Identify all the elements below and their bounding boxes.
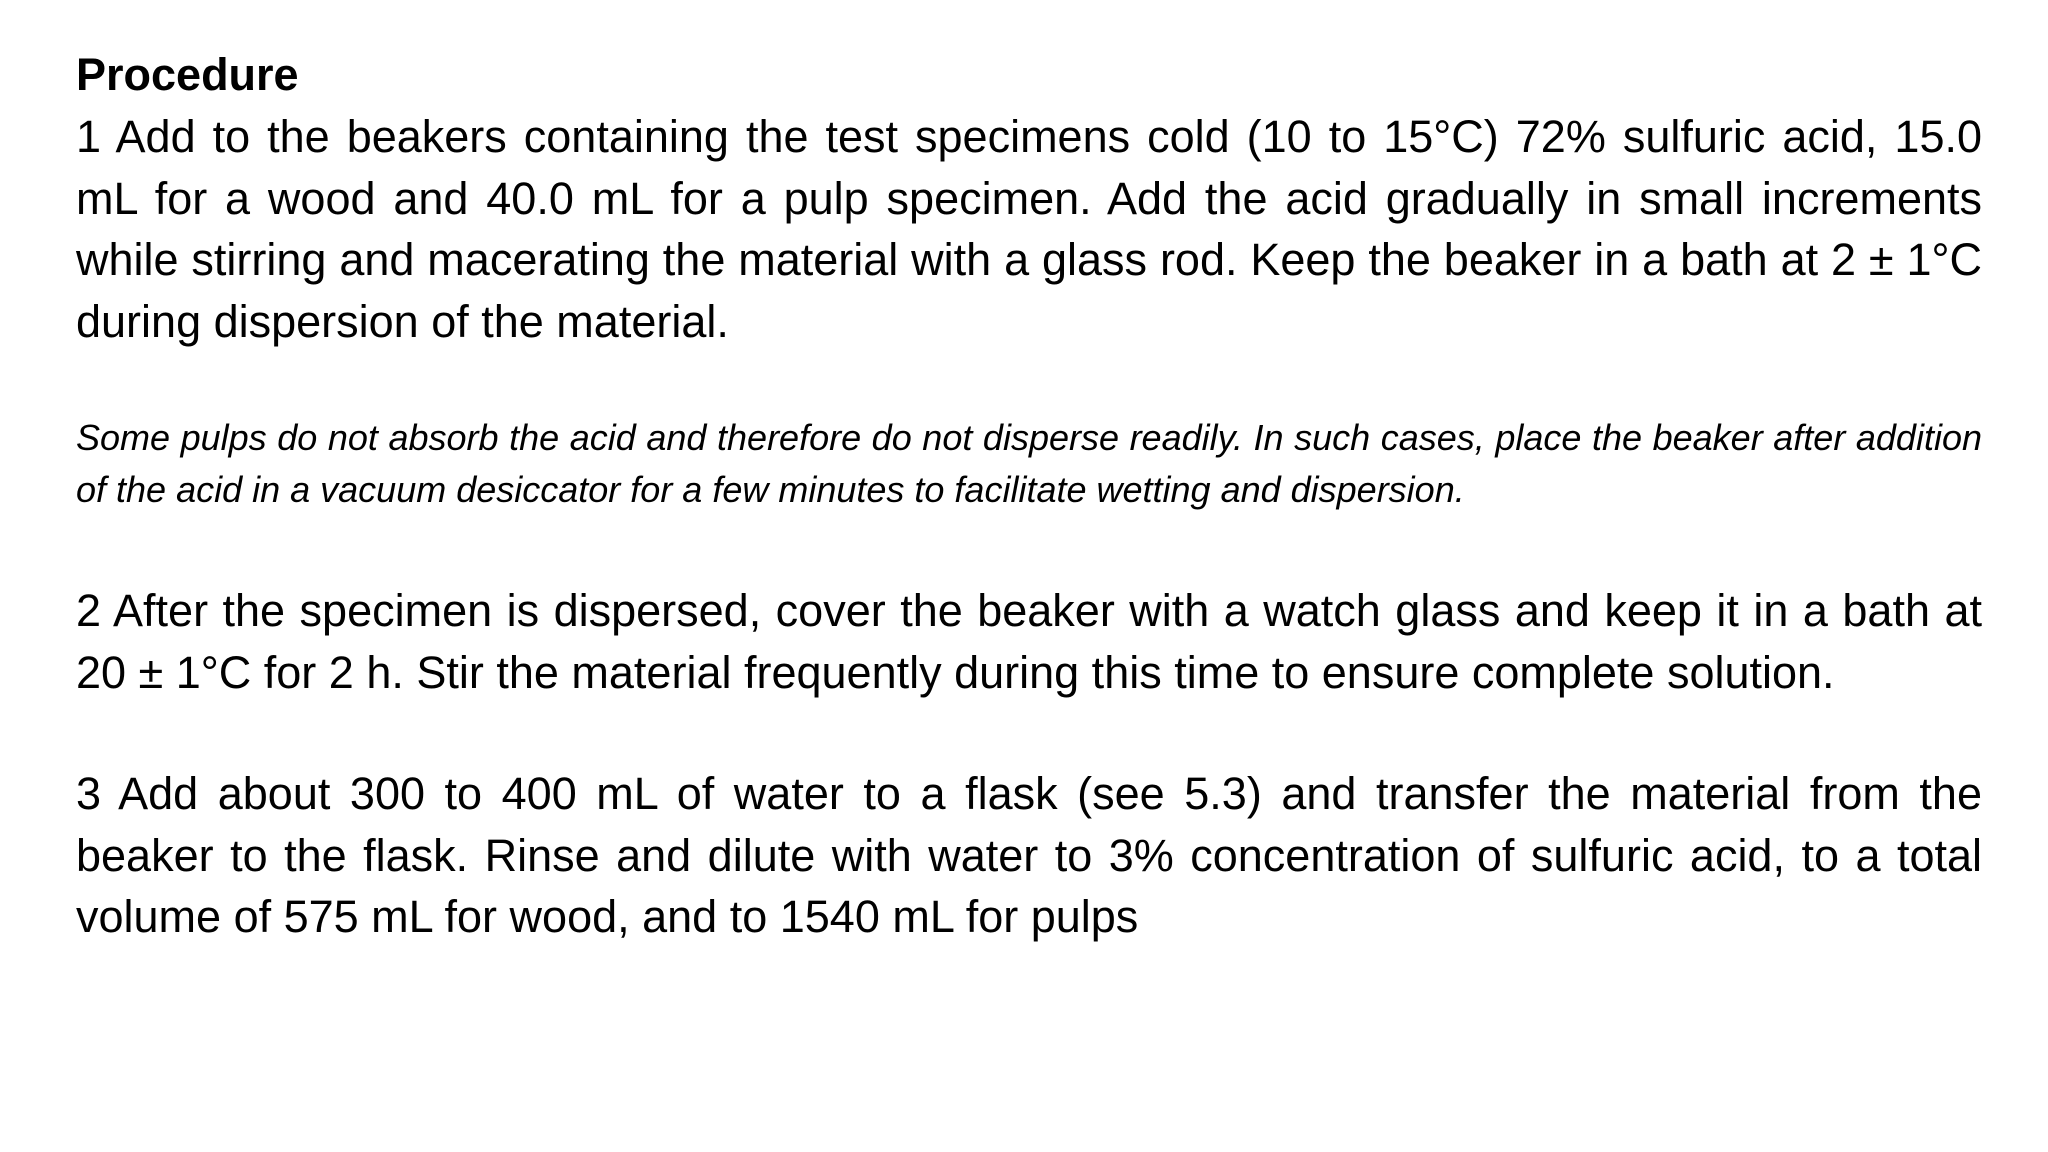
procedure-text-block — [76, 44, 1982, 948]
dispersion-note: Some pulps do not absorb the acid and therefore do not disperse readily. In such cases, place the beaker after addition of the acid in a vacuum desiccator for a few minutes to facilitate wetting and dispersion. — [76, 417, 1982, 510]
step-2-paragraph: 2 After the specimen is dispersed, cover the beaker with a watch glass and keep it in a bath at 20 ± 1°C for 2 h. Stir the material frequently during this time to ensure complete solution. — [76, 585, 1982, 698]
step-3-paragraph: 3 Add about 300 to 400 mL of water to a flask (see 5.3) and transfer the material from the beaker to the flask. Rinse and dilute with water to 3% concentration of sulfuric acid, to a total volume of 575 mL for wood, and to 1540 mL for pulps — [76, 768, 1982, 942]
step-1-paragraph: 1 Add to the beakers containing the test specimens cold (10 to 15°C) 72% sulfuric acid, 15.0 mL for a wood and 40.0 mL for a pulp specimen. Add the acid gradually in small increments while stirring and macerating the material with a glass rod. Keep the beaker in a bath at 2 ± 1°C during dispersion of the material. — [76, 111, 1982, 347]
procedure-heading: Procedure — [76, 49, 299, 100]
